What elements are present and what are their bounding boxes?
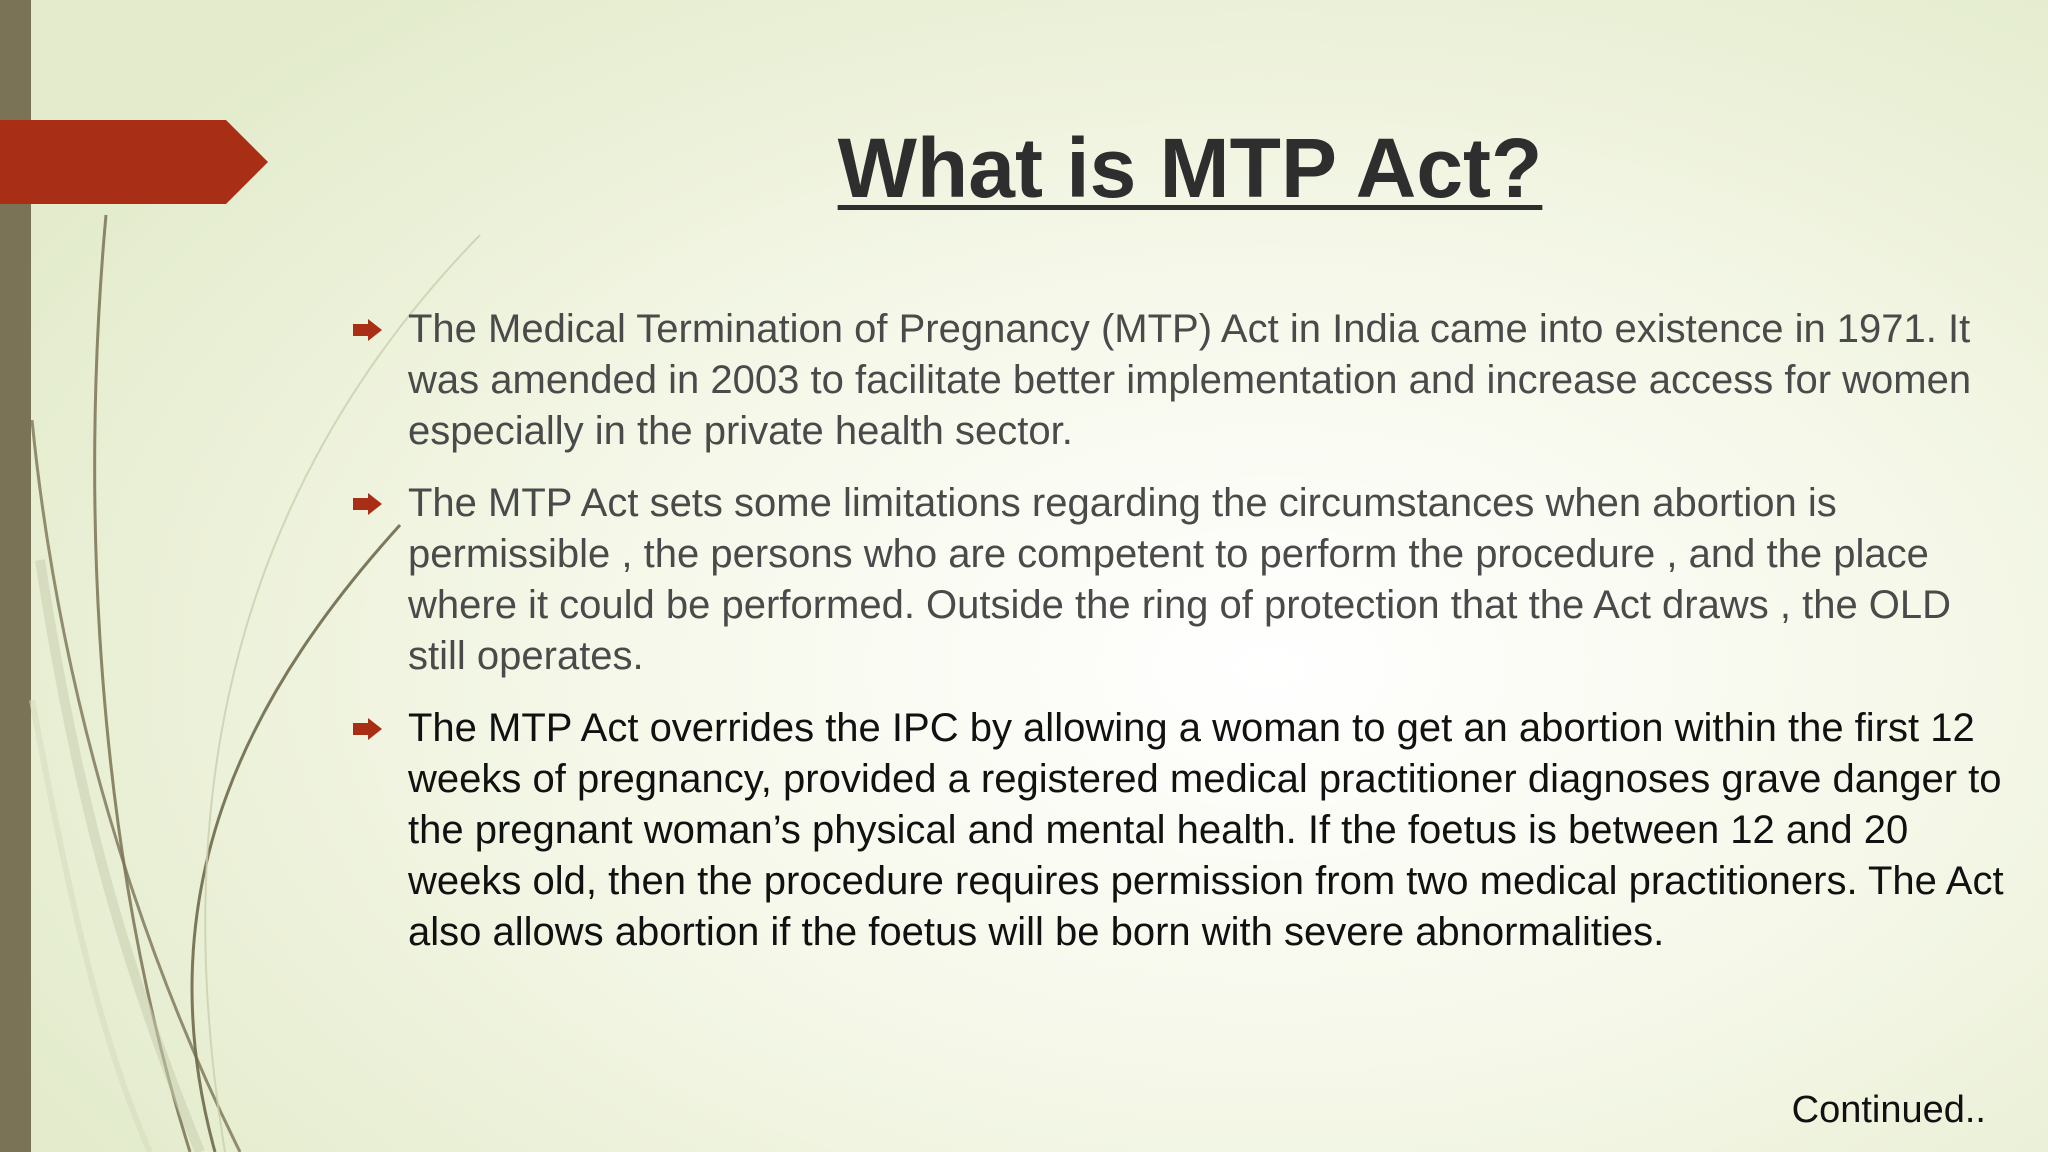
right-arrow-bullet-icon <box>351 319 383 341</box>
continued-note: Continued.. <box>1791 1089 1986 1131</box>
bullet-text: The MTP Act overrides the IPC by allowing a woman to get an abortion within the first 12 weeks of pregnancy, provided a registered medical practitioner diagnoses grave danger to the pregnant woman’s physical and mental health. If the foetus is between 12 and 20 weeks old, then the procedure requires permission from two medical practitioners. The Act also allows abortion if the foetus will be born with severe abnormalities. <box>408 706 2004 954</box>
right-arrow-bullet-icon <box>351 718 383 740</box>
slide-title: What is MTP Act? <box>837 121 1543 215</box>
bullet-item <box>408 478 2008 682</box>
bullet-item <box>408 304 2008 457</box>
bullet-text: The Medical Termination of Pregnancy (MTP) Act in India came into existence in 1971. It was amended in 2003 to facilitate better implementation and increase access for women especially in the private health sector. <box>408 307 1972 453</box>
bullet-list <box>408 304 2008 979</box>
title-marker-arrow <box>0 120 268 204</box>
right-arrow-bullet-icon <box>351 493 383 515</box>
bullet-text: The MTP Act sets some limitations regarding the circumstances when abortion is permissible , the persons who are competent to perform the procedure , and the place where it could be performed. Outside the ring of protection that the Act draws , the OLD still operates. <box>408 481 1952 678</box>
bullet-item <box>408 703 2008 958</box>
